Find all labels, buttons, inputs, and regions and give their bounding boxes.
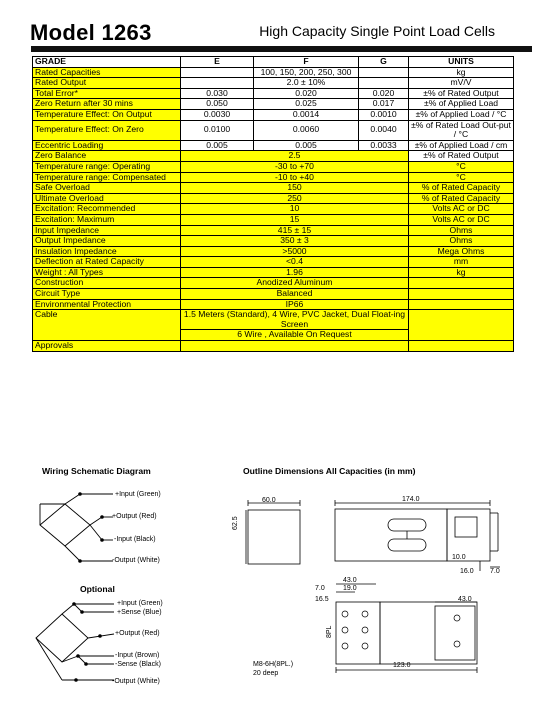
cell-e: 0.0030: [181, 109, 254, 120]
cell-unit: ±% of Rated Output: [409, 88, 514, 99]
cell-value: Balanced: [181, 289, 409, 300]
end-view-drawing: [240, 495, 310, 585]
cell-value: 250: [181, 193, 409, 204]
table-header-row: [33, 57, 514, 68]
table-row: [33, 172, 514, 183]
cell-value: 350 ± 3: [181, 236, 409, 247]
table-row: [33, 225, 514, 236]
cell-unit: % of Rated Capacity: [409, 193, 514, 204]
bridge-diamond: [36, 614, 88, 662]
cell-g: 0.0010: [359, 109, 409, 120]
wire-label: +Output (Red): [115, 630, 160, 637]
cell-unit: °C: [409, 161, 514, 172]
cell-g: 0.0040: [359, 120, 409, 140]
dim-label: 7.0: [490, 568, 500, 575]
table-row: [33, 193, 514, 204]
cell-f: 0.0014: [254, 109, 359, 120]
wire-label: +Input (Green): [117, 600, 163, 607]
cell-value: 2.0 ± 10%: [254, 78, 359, 89]
row-label: Zero Return after 30 mins: [33, 99, 181, 110]
table-row: [33, 289, 514, 300]
wire-label: +Input (Green): [115, 491, 161, 498]
cell-unit: Ohms: [409, 225, 514, 236]
cell-value: 2.5: [181, 151, 409, 162]
col-f: F: [254, 57, 359, 68]
table-row: [33, 204, 514, 215]
outline-title: Outline Dimensions All Capacities (in mm): [243, 466, 416, 476]
table-row: [33, 120, 514, 140]
row-label: Eccentric Loading: [33, 140, 181, 151]
table-row: [33, 257, 514, 268]
page-subtitle: High Capacity Single Point Load Cells: [259, 23, 495, 39]
cell-value: >5000: [181, 246, 409, 257]
row-label: Safe Overload: [33, 183, 181, 194]
spec-table: [32, 56, 514, 352]
row-label: Temperature range: Operating: [33, 161, 181, 172]
cell-value: 415 ± 15: [181, 225, 409, 236]
row-label: Cable: [33, 310, 181, 341]
wire-label: +Output (Red): [112, 513, 157, 520]
cell-empty: [409, 341, 514, 352]
row-label: Circuit Type: [33, 289, 181, 300]
table-row: [33, 78, 514, 89]
cell-value: 150: [181, 183, 409, 194]
header-rule: [31, 46, 532, 52]
row-label: Excitation: Recommended: [33, 204, 181, 215]
row-label: Temperature range: Compensated: [33, 172, 181, 183]
table-row: [33, 236, 514, 247]
cell-f: 0.0060: [254, 120, 359, 140]
table-row: [33, 99, 514, 110]
cell-unit: mV/V: [409, 78, 514, 89]
bridge-diamond: [40, 504, 90, 546]
wire-label: -Sense (Black): [115, 661, 161, 668]
thread-depth-note: 20 deep: [253, 670, 279, 677]
row-label: Environmental Protection: [33, 299, 181, 310]
table-row: [33, 278, 514, 289]
cell-empty: [359, 67, 409, 78]
cell-unit: ±% of Rated Load Out-put / °C: [409, 120, 514, 140]
cell-unit: Volts AC or DC: [409, 204, 514, 215]
cell-value: 1.96: [181, 267, 409, 278]
cell-e: 0.0100: [181, 120, 254, 140]
wire-label: -Input (Brown): [115, 652, 160, 659]
row-label: Output Impedance: [33, 236, 181, 247]
table-row: [33, 67, 514, 78]
row-label: Deflection at Rated Capacity: [33, 257, 181, 268]
dim-label: 19.0: [343, 585, 357, 592]
cell-unit: % of Rated Capacity: [409, 183, 514, 194]
dim-label: 16.0: [460, 568, 474, 575]
table-row: [33, 246, 514, 257]
cell-f: 0.005: [254, 140, 359, 151]
table-row: [33, 161, 514, 172]
wire-label: -Output (White): [112, 678, 160, 685]
cell-value: Anodized Aluminum: [181, 278, 409, 289]
row-label: Total Error*: [33, 88, 181, 99]
cell-empty: [409, 299, 514, 310]
cell-value: 100, 150, 200, 250, 300: [254, 67, 359, 78]
cell-unit: ±% of Applied Load: [409, 99, 514, 110]
col-units: UNITS: [409, 57, 514, 68]
cell-unit: kg: [409, 267, 514, 278]
cell-f: 0.020: [254, 88, 359, 99]
dim-label: 8PL: [326, 625, 333, 638]
wiring-title: Wiring Schematic Diagram: [42, 466, 151, 476]
cell-unit: mm: [409, 257, 514, 268]
wire-label: -Input (Black): [114, 536, 156, 543]
col-g: G: [359, 57, 409, 68]
cell-unit: kg: [409, 67, 514, 78]
table-row: [33, 140, 514, 151]
cell-e: 0.005: [181, 140, 254, 151]
cell-empty: [359, 78, 409, 89]
table-row: [33, 109, 514, 120]
cell-empty: [409, 278, 514, 289]
table-row: [33, 267, 514, 278]
row-label: Construction: [33, 278, 181, 289]
cell-value: -10 to +40: [181, 172, 409, 183]
side-view-drawing: [330, 493, 510, 588]
cell-value: 6 Wire , Available On Request: [181, 330, 409, 341]
cell-unit: Mega Ohms: [409, 246, 514, 257]
row-label: Weight : All Types: [33, 267, 181, 278]
cell-e: 0.030: [181, 88, 254, 99]
cell-unit: ±% of Applied Load / cm: [409, 140, 514, 151]
table-row: [33, 310, 514, 330]
model-title: Model 1263: [30, 20, 152, 45]
cell-value: 15: [181, 214, 409, 225]
cell-unit: ±% of Rated Output: [409, 151, 514, 162]
cell-e: 0.050: [181, 99, 254, 110]
dim-label: 43.0: [343, 577, 357, 584]
wire-label: -Output (White): [112, 557, 160, 564]
row-label: Approvals: [33, 341, 181, 352]
cell-g: 0.020: [359, 88, 409, 99]
cell-empty: [181, 78, 254, 89]
cell-unit: °C: [409, 172, 514, 183]
dim-label: 43.0: [458, 596, 472, 603]
cell-value: [181, 341, 409, 352]
row-label: Excitation: Maximum: [33, 214, 181, 225]
table-row: [33, 183, 514, 194]
cell-value: IP66: [181, 299, 409, 310]
row-label: Insulation Impedance: [33, 246, 181, 257]
cell-f: 0.025: [254, 99, 359, 110]
row-label: Zero Balance: [33, 151, 181, 162]
col-e: E: [181, 57, 254, 68]
cell-unit: ±% of Applied Load / °C: [409, 109, 514, 120]
table-row: [33, 214, 514, 225]
dim-label: 62.5: [232, 516, 239, 530]
row-label: Ultimate Overload: [33, 193, 181, 204]
table-row: [33, 88, 514, 99]
dim-label: 60.0: [262, 497, 276, 504]
cell-g: 0.017: [359, 99, 409, 110]
cell-g: 0.0033: [359, 140, 409, 151]
cell-unit: Volts AC or DC: [409, 214, 514, 225]
thread-note: M8-6H(8PL.): [253, 661, 294, 668]
row-label: Rated Capacities: [33, 67, 181, 78]
row-label: Rated Output: [33, 78, 181, 89]
cell-empty: [409, 310, 514, 341]
wire-label: +Sense (Blue): [117, 609, 162, 616]
optional-title: Optional: [80, 584, 115, 594]
dim-label: 16.5: [315, 596, 329, 603]
cell-empty: [181, 67, 254, 78]
dim-label: 7.0: [315, 585, 325, 592]
table-row: [33, 299, 514, 310]
row-label: Input Impedance: [33, 225, 181, 236]
table-row: [33, 341, 514, 352]
row-label: Temperature Effect: On Zero: [33, 120, 181, 140]
col-grade: GRADE: [33, 57, 181, 68]
cell-empty: [409, 289, 514, 300]
dim-label: 123.0: [393, 662, 411, 669]
dim-label: 174.0: [402, 496, 420, 503]
table-row: [33, 151, 514, 162]
cell-value: 1.5 Meters (Standard), 4 Wire, PVC Jacket, Dual Float-ing Screen: [181, 310, 409, 330]
cell-value: -30 to +70: [181, 161, 409, 172]
cell-value: 10: [181, 204, 409, 215]
dim-label: 10.0: [452, 554, 466, 561]
cell-unit: Ohms: [409, 236, 514, 247]
row-label: Temperature Effect: On Output: [33, 109, 181, 120]
cell-value: <0.4: [181, 257, 409, 268]
